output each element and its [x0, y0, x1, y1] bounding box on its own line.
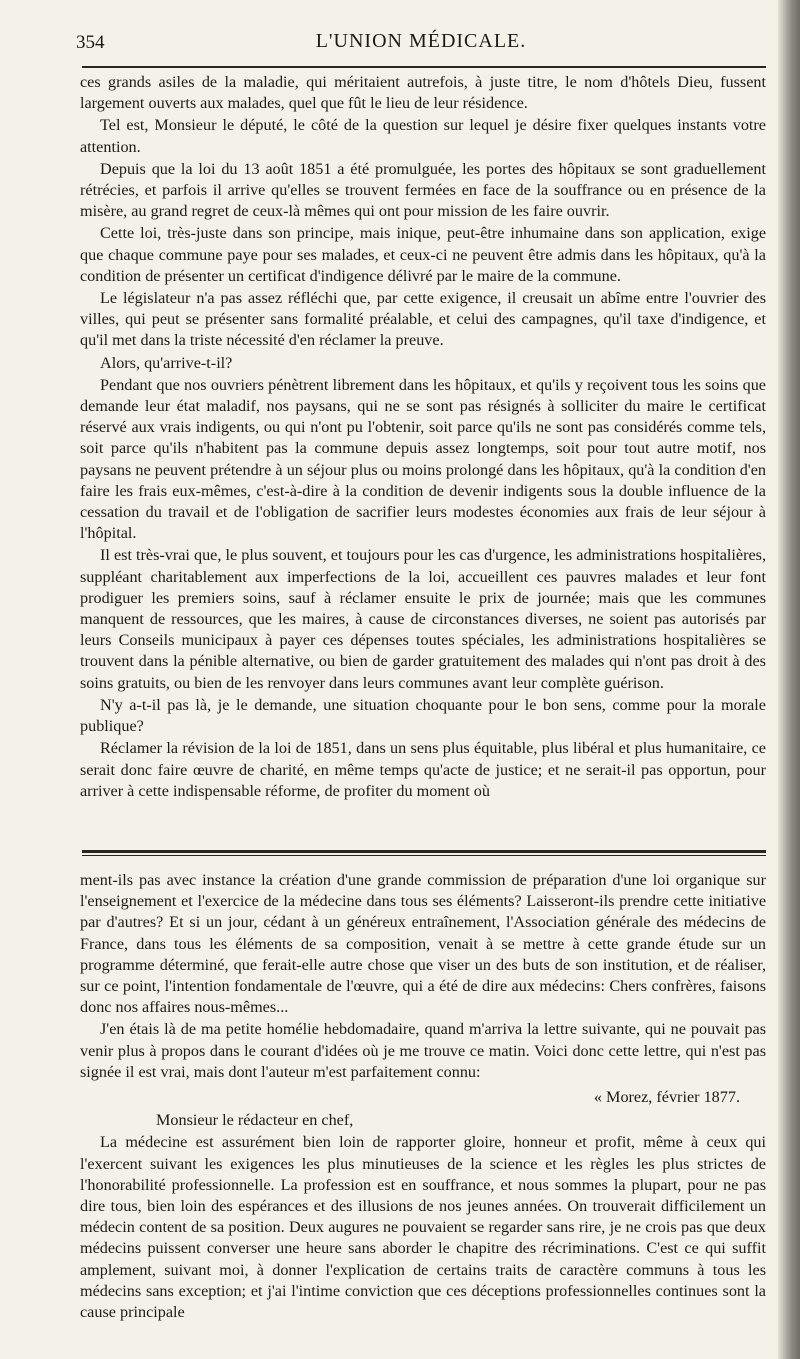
paragraph: Pendant que nos ouvriers pénètrent librement dans les hôpitaux, et qu'ils y reçoivent tous les soins que demande leur état maladif, nos paysans, qui ne se sont pas résignés à solliciter du maire le certificat réservé aux vrais indigents, ou qui n'ont pu l'obtenir, soit parce qu'ils ne sont pas considérés comme tels, soit parce qu'ils n'habitent pas la commune depuis assez longtemps, soit pour tout autre motif, nos paysans ne peuvent prétendre à un séjour plus ou moins prolongé dans les hôpitaux, qu'à la condition d'en faire les frais eux-mêmes, c'est-à-dire à la condition de devenir indigents sous la double influence de la cessation du travail et de l'obligation de sacrifier leurs modestes économies aux frais de leur séjour à l'hôpital. — [80, 375, 766, 543]
paragraph: Depuis que la loi du 13 août 1851 a été promulguée, les portes des hôpitaux se sont graduellement rétrécies, et parfois il arrive qu'elles se trouvent fermées en face de la souffrance ou en présence de la misère, au grand regret de ceux-là mêmes qui ont pour mission de les faire ouvrir. — [80, 159, 766, 221]
page-header — [76, 30, 766, 58]
paragraph: N'y a-t-il pas là, je le demande, une situation choquante pour le bon sens, comme pour la morale publique? — [80, 695, 766, 736]
paragraph: Le législateur n'a pas assez réfléchi que, par cette exigence, il creusait un abîme entre l'ouvrier des villes, qui peut se présenter sans formalité préalable, et celui des campagnes, qu'il taxe d'indigence, et qu'il met dans la triste nécessité d'en réclamer la preuve. — [80, 289, 766, 350]
paragraph: J'en étais là de ma petite homélie hebdomadaire, quand m'arriva la lettre suivante, qui ne pouvait pas venir plus à propos dans le courant d'idées où je me trouve ce matin. Voici donc cette lettre, qui n'est pas signée il est vrai, mais dont l'auteur m'est parfaitement connu: — [80, 1020, 766, 1081]
paragraph: Tel est, Monsieur le député, le côté de la question sur lequel je désire fixer quelques instants votre attention. — [80, 116, 766, 156]
paragraph: ment-ils pas avec instance la création d'une grande commission de préparation d'une loi organique sur l'enseignement et l'exercice de la médecine dans tous ses éléments? Laisseront-ils prendre cette initiative par d'autres? Et si un jour, cédant à un généreux entraînement, l'Association générale des médecins de France, dans tous les éléments de sa composition, venait à se mettre à cette grande étude sur un programme déterminé, que ferait-elle autre chose que viser un des buts de son institution, et de réaliser, sur ce point, l'intention fondamentale de l'œuvre, qui a été de dire aux médecins: Chers confrères, faisons donc nos affaires nous-mêmes... — [80, 871, 766, 1017]
paragraph: Cette loi, très-juste dans son principe, mais inique, peut-être inhumaine dans son application, exige que chaque commune paye pour ses malades, et ceux-ci ne peuvent être admis dans les hôpitaux, qu'à la condition de présenter un certificat d'indigence délivré par le maire de la commune. — [80, 224, 766, 285]
header-rule — [82, 66, 766, 68]
paragraph: Réclamer la révision de la loi de 1851, dans un sens plus équitable, plus libéral et plus humanitaire, ce serait donc faire œuvre de charité, en même temps qu'acte de justice; et ne serait-il pas opportun, pour arriver à cette indispensable réforme, de profiter du moment où — [80, 739, 766, 800]
paragraph: ces grands asiles de la maladie, qui méritaient autrefois, à juste titre, le nom d'hôtels Dieu, fussent largement ouverts aux malades, quel que fût le lieu de leur résidence. — [80, 73, 766, 113]
section-divider — [82, 850, 766, 858]
book-edge — [778, 0, 800, 1359]
running-title: L'UNION MÉDICALE. — [315, 30, 527, 52]
paragraph: Il est très-vrai que, le plus souvent, et toujours pour les cas d'urgence, les administrations hospitalières, suppléant charitablement aux imperfections de la loi, accueillent ces pauvres malades et leur font prodiguer les premiers soins, sauf à réclamer ensuite le prix de journée; mais que les communes manquent de ressources, que les maires, à cause de circonstances diverses, ne soient pas autorisés par leurs Conseils municipaux à payer ces dépenses toutes spéciales, les administrations hospitalières se trouvent dans la pénible alternative, ou bien de garder gratuitement des malades qui n'ont pas droit à des soins gratuits, ou bien de les renvoyer dans leurs communes avant leur complète guérison. — [80, 546, 766, 692]
letter-salutation: Monsieur le rédacteur en chef, — [156, 1111, 354, 1130]
top-article — [80, 72, 766, 803]
page-number: 354 — [76, 32, 105, 53]
bottom-article — [80, 870, 766, 1324]
letter-date: « Morez, février 1877. — [593, 1088, 740, 1107]
letter-body: La médecine est assurément bien loin de rapporter gloire, honneur et profit, même à ceux qui l'exercent suivant les exigences les plus minutieuses de la science et les règles les plus strictes de l'honorabilité professionnelle. La profession est en souffrance, et nous sommes la plupart, pour ne pas dire tous, bien loin des espérances et des illusions de nos jeunes années. On trouverait difficilement un médecin content de sa position. Deux augures ne pouvaient se regarder sans rire, je ne crois pas que deux médecins puissent converser une heure sans aborder le chapitre des récriminations. C'est ce qui suffit amplement, suivant moi, à donner l'explication de certains traits de caractère communs à tous les médecins sans exception; et j'ai l'intime conviction que ces déceptions professionnelles continues sont la cause principale — [80, 1133, 766, 1322]
paragraph: Alors, qu'arrive-t-il? — [100, 353, 233, 372]
